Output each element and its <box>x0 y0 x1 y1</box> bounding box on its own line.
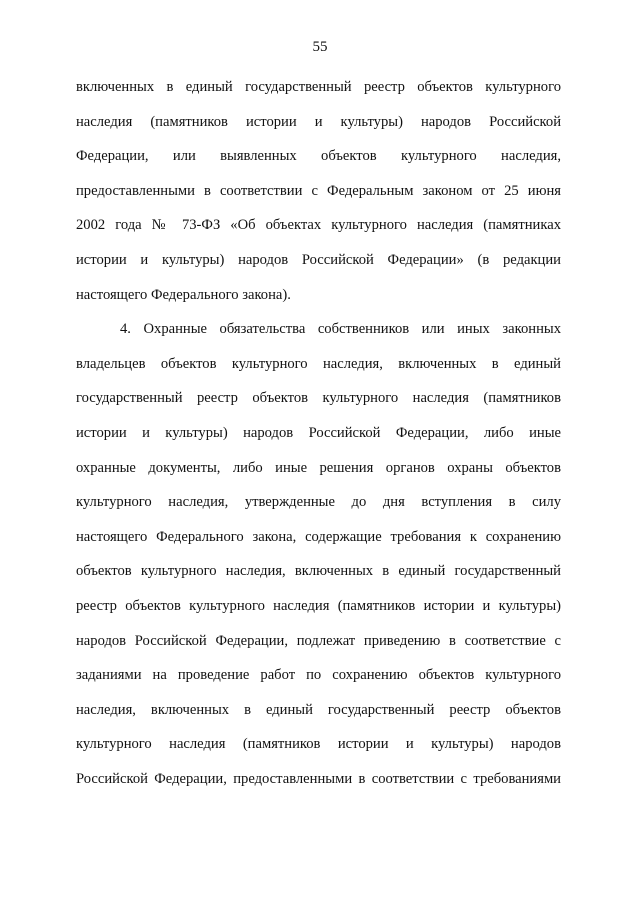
text-line: наследия, включенных в единый государственный реестр объектов <box>76 701 561 718</box>
page-number: 55 <box>312 39 328 55</box>
text-line: предоставленными в соответствии с Федеральным законом от 25 июня <box>76 182 561 199</box>
text-line: Российской Федерации, предоставленными в соответствии с требованиями <box>76 770 561 787</box>
document-body <box>76 70 561 796</box>
text-line: объектов культурного наследия, включенных в единый государственный <box>76 563 561 580</box>
text-line: Федерации, или выявленных объектов культурного наследия, <box>76 148 561 165</box>
text-line: государственный реестр объектов культурного наследия (памятников <box>76 390 561 407</box>
text-line: заданиями на проведение работ по сохранению объектов культурного <box>76 667 561 684</box>
text-line: истории и культуры) народов Российской Федерации» (в редакции <box>76 251 561 268</box>
text-line: народов Российской Федерации, подлежат приведению в соответствие с <box>76 632 561 649</box>
text-line: охранные документы, либо иные решения органов охраны объектов <box>76 459 561 476</box>
text-line: культурного наследия, утвержденные до дня вступления в силу <box>76 494 561 511</box>
paragraph-start-line: 4. Охранные обязательства собственников или иных законных <box>120 321 561 338</box>
text-line: реестр объектов культурного наследия (памятников истории и культуры) <box>76 597 561 614</box>
text-line: настоящего Федерального закона). <box>76 286 291 303</box>
text-line: включенных в единый государственный реестр объектов культурного <box>76 79 561 95</box>
text-line: культурного наследия (памятников истории и культуры) народов <box>76 736 561 753</box>
text-line: истории и культуры) народов Российской Федерации, либо иные <box>76 424 561 441</box>
text-line: 2002 года № 73-ФЗ «Об объектах культурного наследия (памятниках <box>76 217 561 234</box>
text-line: настоящего Федерального закона, содержащие требования к сохранению <box>76 528 561 545</box>
text-line: наследия (памятников истории и культуры) народов Российской <box>76 113 561 130</box>
text-line: владельцев объектов культурного наследия, включенных в единый <box>76 355 561 372</box>
